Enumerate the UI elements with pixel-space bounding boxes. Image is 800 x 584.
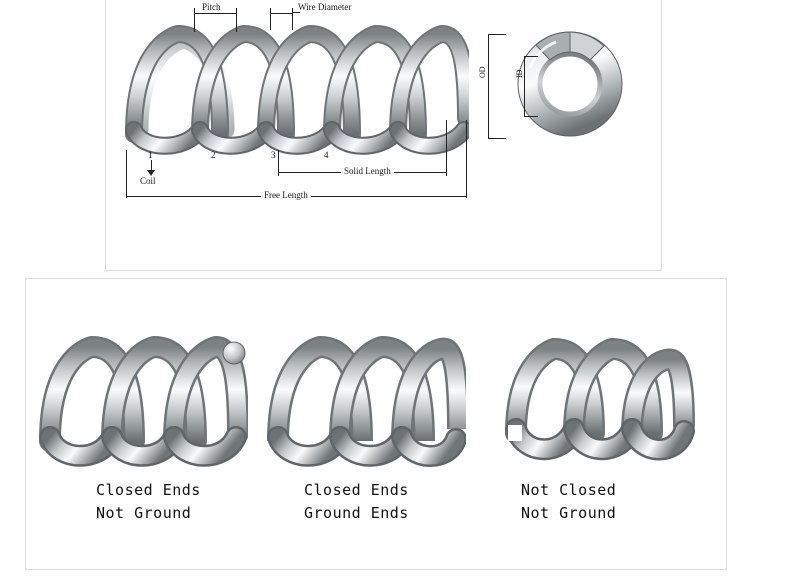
end-type-caption-3 (521, 479, 616, 525)
spring-top-view-ring (506, 22, 636, 147)
pitch-extension-right (236, 8, 237, 32)
coil-number-3: 3 (271, 150, 276, 160)
id-dimension-line (524, 56, 525, 116)
id-extension-bottom (524, 116, 538, 117)
free-length-label: Free Length (261, 190, 311, 200)
solid-length-extension-right (446, 120, 447, 176)
spring-end-types-panel (25, 278, 727, 570)
coil-number-1: 1 (148, 150, 153, 160)
end-type-3-line1: Not Closed (521, 481, 617, 499)
closed-end-wire-tip (223, 342, 245, 364)
od-extension-bottom (488, 138, 506, 139)
od-extension-top (488, 34, 506, 35)
end-type-2-line2: Ground Ends (304, 504, 409, 522)
pitch-extension-left (194, 8, 195, 32)
solid-length-label: Solid Length (341, 166, 394, 176)
end-type-caption-2 (304, 479, 409, 525)
end-type-1-line2: Not Ground (96, 504, 192, 522)
id-label: ID (515, 69, 524, 78)
od-dimension-line (488, 34, 489, 138)
wire-dia-extension-left (270, 8, 271, 30)
compression-spring-side-view (124, 18, 469, 158)
wire-diameter-dimension-line (270, 13, 292, 14)
end-type-caption-1 (96, 479, 201, 525)
id-extension-top (524, 56, 538, 57)
end-type-3-line2: Not Ground (521, 504, 617, 522)
spring-not-closed-not-ground (496, 329, 696, 474)
coil-number-4: 4 (324, 150, 329, 160)
coil-label: Coil (140, 176, 156, 186)
free-length-extension-left (126, 150, 127, 198)
free-length-extension-right (466, 120, 467, 198)
end-type-2-line1: Closed Ends (304, 481, 409, 499)
pitch-label: Pitch (202, 2, 221, 12)
wire-diameter-label: Wire Diameter (298, 2, 352, 12)
end-type-1-line1: Closed Ends (96, 481, 201, 499)
pitch-dimension-line (194, 13, 236, 14)
od-label: OD (478, 66, 487, 78)
spring-dimensions-panel (105, 0, 662, 271)
spring-closed-ends-not-ground (38, 329, 248, 469)
spring-closed-ends-ground (266, 329, 466, 469)
wire-diameter-leader (292, 12, 300, 13)
coil-number-2: 2 (211, 150, 216, 160)
